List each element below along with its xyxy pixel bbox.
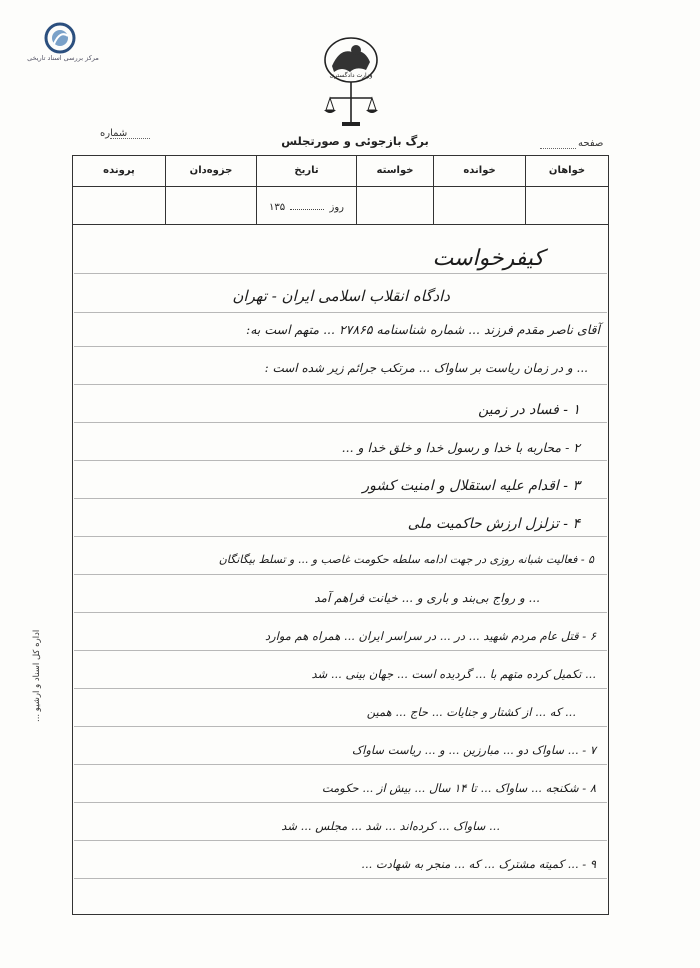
column-folder — [165, 156, 256, 224]
body-line: ... ساواک ... کرده‌اند ... شد ... مجلس ... شد — [281, 819, 500, 833]
ruled-line — [74, 878, 607, 879]
ruled-line — [74, 802, 607, 803]
number-label: شماره — [100, 128, 128, 139]
column-plaintiff — [525, 156, 608, 224]
justice-emblem-icon — [318, 36, 384, 132]
archive-logo-icon — [44, 22, 76, 54]
ruled-line — [74, 312, 607, 313]
column-label: خواسته — [357, 156, 433, 187]
column-claim — [356, 156, 433, 224]
ruled-line — [74, 384, 607, 385]
column-date — [256, 156, 356, 224]
ruled-line — [74, 273, 607, 274]
date-day-label: روز — [329, 202, 344, 213]
ruled-line — [74, 688, 607, 689]
body-line: ۹ - ... کمیته مشترک ... که ... منجر به شهادت ... — [361, 857, 596, 871]
column-label: خوانده — [434, 156, 525, 187]
side-archive-stamp — [28, 610, 54, 730]
date-dotted-line — [290, 209, 324, 210]
ruled-line — [74, 498, 607, 499]
body-line: آقای ناصر مقدم فرزند ... شماره شناسنامه ۲۷۸۶۵ ... متهم است به: — [245, 322, 600, 337]
column-label: تاریخ — [257, 156, 356, 187]
court-name: دادگاه انقلاب اسلامی ایران - تهران — [232, 287, 450, 305]
ruled-line — [74, 460, 607, 461]
body-line: ۳ - اقدام علیه استقلال و امنیت کشور — [362, 478, 580, 494]
page-label: صفحه — [578, 138, 604, 149]
body-line: ۲ - محاربه با خدا و رسول خدا و خلق خدا و ... — [341, 440, 580, 455]
archive-caption: مرکز بررسی اسناد تاریخی — [27, 54, 99, 62]
body-line: ... تکمیل کرده متهم با ... گردیده است ... جهان بینی ... شد — [311, 667, 596, 681]
body-line: ... که ... از کشتار و جنایات ... حاج ... همین — [366, 705, 576, 719]
body-line: ۱ - فساد در زمین — [478, 402, 580, 418]
emblem-caption: وزارت دادگستری — [329, 72, 373, 79]
case-info-table — [73, 156, 608, 225]
side-stamp-text: اداره کل اسناد و ارشیو ... — [32, 629, 42, 722]
document-heading: کیفرخواست — [432, 246, 544, 271]
ruled-line — [74, 574, 607, 575]
body-line: ... و در زمان ریاست بر ساواک ... مرتکب جرائم زیر شده است : — [264, 361, 588, 375]
column-label: پرونده — [73, 156, 165, 187]
date-year: ۱۳۵ — [269, 202, 286, 213]
ruled-line — [74, 764, 607, 765]
column-defendant — [433, 156, 525, 224]
body-line: ۴ - تزلزل ارزش حاکمیت ملی — [407, 516, 580, 532]
body-line: ۸ - شکنجه ... ساواک ... تا ۱۴ سال ... بیش از ... حکومت — [321, 781, 596, 795]
body-line: ۵ - فعالیت شبانه روزی در جهت ادامه سلطه حکومت غاصب و ... و تسلط بیگانگان — [218, 553, 594, 566]
column-label: خواهان — [526, 156, 608, 187]
ruled-line — [74, 650, 607, 651]
ruled-line — [74, 612, 607, 613]
body-line: ۷ - ... ساواک دو ... مبارزین ... و ... ریاست ساواک — [351, 743, 596, 757]
number-dotted-line — [110, 130, 150, 139]
column-file — [73, 156, 165, 224]
ruled-line — [74, 840, 607, 841]
ruled-line — [74, 726, 607, 727]
body-line: ۶ - قتل عام مردم شهید ... در ... در سراسر ایران ... همراه هم موارد — [264, 629, 596, 643]
ruled-line — [74, 346, 607, 347]
page-dotted-line — [540, 140, 576, 149]
ruled-line — [74, 536, 607, 537]
ruled-line — [74, 422, 607, 423]
date-value — [257, 202, 356, 213]
form-title: برگ بازجوئی و صورتجلس — [281, 134, 429, 148]
column-label: جزوه‌دان — [166, 156, 256, 187]
body-line: ... و رواج بی‌بند و باری و ... خیانت فراهم آمد — [314, 591, 540, 605]
